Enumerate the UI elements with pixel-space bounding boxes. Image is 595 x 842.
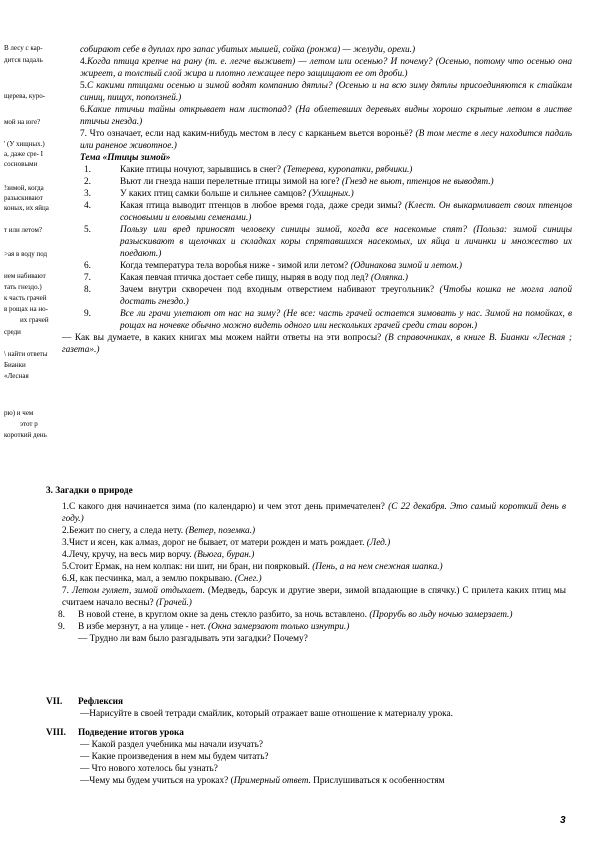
list-item: 5. Пользу или вред приносят человеку синицы зимой, когда все насекомые спят? (Польза: зимой синицы разыскивают в щелочках и складках коры спрятавшихся насекомых, их яйца и личинки и множество их поедают.) (84, 225, 572, 259)
margin-line: ием набивают (4, 272, 46, 280)
margin-line: мой на юге? (4, 118, 41, 126)
list-item: — Что нового хотелось бы узнать? (80, 764, 218, 774)
section-heading: VIII. Подведение итогов урока (46, 728, 184, 738)
margin-line: среди (4, 328, 21, 336)
list-item: — Какие произведения в нем мы будем читать? (80, 752, 269, 762)
section-heading: Тема «Птицы зимой» (80, 153, 171, 163)
list-item: 1. Какие птицы ночуют, зарывшись в снег? (Тетерева, куропатки, рябчики.) (84, 165, 413, 175)
margin-line: рю) и чем (4, 409, 34, 417)
page-number: 3 (560, 815, 566, 826)
riddle: 4.Лечу, кручу, на весь мир ворчу. (Вьюга, буран.) (62, 550, 255, 560)
paragraph: 5.С какими птицами осенью и зимой водят компанию дятлы? (Осенью и на всю зиму дятлы присоединяются к стайкам синиц, пищух, поползней.) (80, 81, 572, 103)
margin-line: щерева, куро- (4, 92, 46, 100)
section-heading: 3. Загадки о природе (46, 486, 133, 496)
section-heading: VII. Рефлексия (46, 697, 123, 707)
margin-line: дится падаль (4, 56, 43, 64)
main-text-column (62, 44, 572, 356)
margin-line: !зимой, когда (4, 184, 44, 192)
margin-line: \ найти ответы (4, 350, 48, 358)
list-item: 6. Когда температура тела воробья ниже - зимой или летом? (Одинакова зимой и летом.) (84, 261, 462, 271)
riddle: 5.Стоит Ермак, на нем колпак: ни шит, ни бран, ни поярковый. (Пень, а на нем снежная шапка.) (62, 562, 443, 572)
paragraph: —Нарисуйте в своей тетради смайлик, который отражает ваше отношение к материалу урока. (80, 709, 454, 719)
riddle-followup: — Трудно ли вам было разгадывать эти загадки? Почему? (78, 634, 308, 644)
margin-line: а, даже сре- I (4, 150, 44, 158)
list-item: 3. У каких птиц самки больше и сильнее самцов? (Ухищных.) (84, 189, 354, 199)
list-item: 9. Все ли грачи улетают от нас на зиму? (Не все: часть грачей остается зимовать у нас. Зимой на помойках, в рощах на ночевке обычно можно видеть одного или нескольких грачей среди стаи ворон.) (84, 309, 572, 331)
margin-line: ' (У хищных.) (4, 140, 45, 148)
riddle: 7. Летом гуляет, зимой отдыхает. (Медведь, барсук и другие звери, зимой впадающие в спячку.) С прилета каких птиц мы считаем начало весны? (Грачей.) (62, 586, 566, 608)
paragraph: 7. Что означает, если над каким-нибудь местом в лесу с карканьем вьется вороньё? (В том месте в лесу находится падаль или раненое животное.) (80, 129, 572, 151)
summary-section (46, 727, 566, 787)
margin-line: т или летом? (4, 226, 43, 234)
margin-line: сосновыми (4, 160, 38, 168)
riddle: 3.Чист и ясен, как алмаз, дорог не бывает, от матери рожден и мать рождает. (Лед.) (62, 538, 391, 548)
margin-line: Бианки (4, 361, 26, 369)
margin-line: «Лесная (4, 372, 29, 380)
list-item: 2. Вьют ли гнезда наши перелетные птицы зимой на юге? (Гнезд не вьют, птенцов не выводят.) (84, 177, 494, 187)
margin-line: разыскивают (4, 194, 43, 202)
paragraph: 6.Какие птичьи тайны открывает нам листопад? (На облетевших деревьях видны хорошо скрытые летом в листве птичьи гнезда.) (80, 105, 572, 127)
list-item: —Чему мы будем учиться на уроках? (Примерный ответ. Прислушиваться к особенностям (80, 776, 445, 786)
list-item: 8. Зачем внутри скворечен под входным отверстием набивают треугольник? (Чтобы кошка не могла лапой достать гнездо.) (84, 285, 572, 307)
riddle: 2.Бежит по снегу, а следа нету. (Ветер, поземка.) (62, 526, 256, 536)
riddle: 1.С какого дня начинается зима (по календарю) и чем этот день примечателен? (С 22 декабря. Это самый короткий день в году.) (62, 502, 567, 524)
margin-line: коных, их яйца (4, 204, 49, 212)
margin-line: короткий день (4, 431, 47, 439)
margin-line: В лесу с кар- (4, 44, 43, 52)
margin-line: >ая в воду под (4, 250, 48, 258)
list-item: 7. Какая певчая птичка достает себе пищу, ныряя в воду под лед? (Оляпка.) (84, 273, 408, 283)
list-item: — Какой раздел учебника мы начали изучать? (80, 740, 263, 750)
margin-line: к часть грачей (4, 294, 47, 302)
riddle: 6.Я, как песчинка, мал, а землю покрываю. (Снег.) (62, 574, 262, 584)
margin-line: тать гнездо.) (4, 283, 42, 291)
margin-line: этот р (20, 420, 38, 428)
margin-line: в рощах на но- (4, 305, 48, 313)
riddles-section (46, 485, 566, 645)
reflection-section (46, 696, 566, 720)
riddle: 8. В новой стене, в круглом окне за день стекло разбито, за ночь вставлено. (Прорубь во льду ночью замерзает.) (58, 610, 513, 620)
discussion-question: — Как вы думаете, в каких книгах мы можем найти ответы на эти вопросы? (В справочниках, в книге В. Бианки «Лесная ; газета».) (62, 333, 572, 355)
paragraph: 4.Когда птица крепче на рану (т. е. легче выживет) — летом или осенью? И почему? (Осенью, потому что осенью она жиреет, а толстый слой жира и плотно лежащее перо защищают ее от дроби.) (80, 57, 572, 79)
riddle: 9. В избе мерзнут, а на улице - нет. (Окна замерзают только изнутри.) (58, 622, 350, 632)
list-item: 4. Какая птица выводит птенцов в любое время года, даже среди зимы? (Клест. Он выкармливает своих птенцов сосновыми и еловыми семенами.) (84, 201, 572, 223)
margin-line: их грачей (20, 316, 49, 324)
paragraph: собирают себе в дуплах про запас убитых мышей, сойка (ронжа) — желуди, орехи.) (80, 45, 416, 55)
